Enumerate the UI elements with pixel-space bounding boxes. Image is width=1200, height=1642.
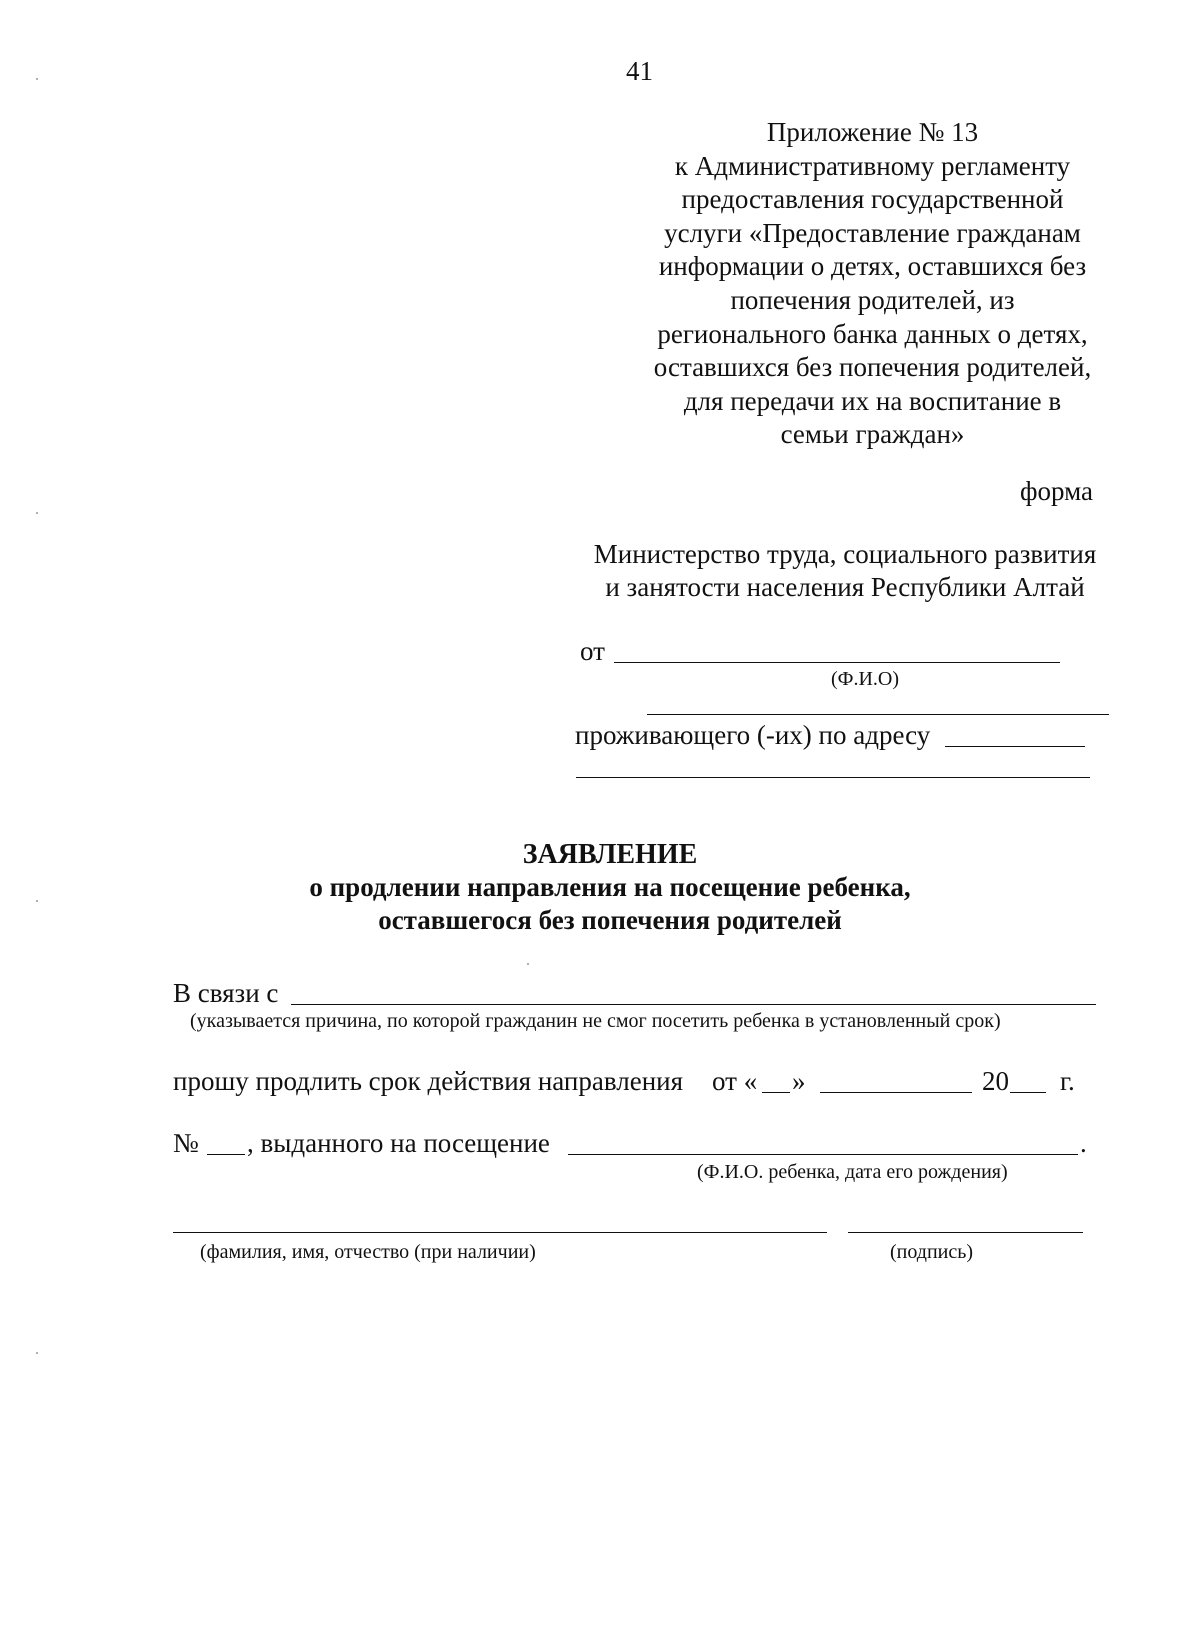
applicant-name-line-2[interactable] [647,714,1109,715]
appendix-line: информации о детях, оставшихся без [658,251,1087,282]
reason-caption: (указывается причина, по которой гражданин не смог посетить ребенка в установленный срок) [190,1010,1001,1032]
applicant-name-line[interactable] [614,662,1060,663]
number-line[interactable] [207,1154,245,1155]
scan-speck [36,512,38,514]
appendix-line: оставшихся без попечения родителей, [653,352,1092,383]
scan-speck [527,963,529,965]
appendix-line: Приложение № 13 [766,117,979,147]
year-prefix: 20 [982,1066,1009,1096]
child-info-line[interactable] [568,1154,1078,1155]
scan-speck [36,900,38,902]
ministry-line: Министерство труда, социального развития [593,539,1097,569]
reason-line[interactable] [291,1004,1096,1005]
appendix-line: семьи граждан» [780,419,965,450]
issued-text: , выданного на посещение [247,1128,550,1158]
appendix-line: для передачи их на воспитание в [683,385,1062,416]
issued-end: . [1080,1128,1087,1158]
from-label: от [580,636,605,666]
signature-caption: (подпись) [890,1241,974,1263]
day-line[interactable] [762,1092,790,1093]
page-number: 41 [626,56,653,86]
title-heading: ЗАЯВЛЕНИЕ [522,839,698,870]
date-from-label: от « [712,1066,758,1096]
fio-caption: (Ф.И.О) [830,668,899,690]
address-line[interactable] [945,746,1085,747]
appendix-line: регионального банка данных о детях, [657,318,1088,349]
address-line-2[interactable] [576,777,1090,778]
child-caption: (Ф.И.О. ребенка, дата его рождения) [697,1161,1008,1183]
extend-text: прошу продлить срок действия направления [173,1066,684,1096]
title-subtitle-line: оставшегося без попечения родителей [378,905,842,935]
appendix-line: услуги «Предоставление гражданам [664,217,1081,248]
appendix-header [640,116,1105,452]
year-suffix: г. [1060,1066,1075,1096]
date-close-quote: » [792,1066,806,1096]
title-subtitle-line: о продлении направления на посещение ребенка, [309,872,911,902]
form-label: форма [1020,476,1093,506]
scan-speck [36,1352,38,1354]
ministry-line: и занятости населения Республики Алтай [605,572,1085,602]
appendix-line: попечения родителей, из [730,284,1015,315]
scan-speck [36,78,38,80]
address-label: проживающего (-их) по адресу [575,720,931,750]
month-line[interactable] [820,1092,972,1093]
signature-line[interactable] [848,1232,1083,1233]
signature-name-caption: (фамилия, имя, отчество (при наличии) [200,1241,536,1263]
signature-name-line[interactable] [173,1232,827,1233]
reason-label: В связи с [173,978,279,1008]
application-title [260,838,960,937]
year-line[interactable] [1010,1092,1046,1093]
appendix-line: предоставления государственной [681,184,1064,215]
number-sign: № [173,1128,199,1158]
ministry-addressee [575,538,1115,604]
appendix-line: к Административному регламенту [674,150,1071,181]
